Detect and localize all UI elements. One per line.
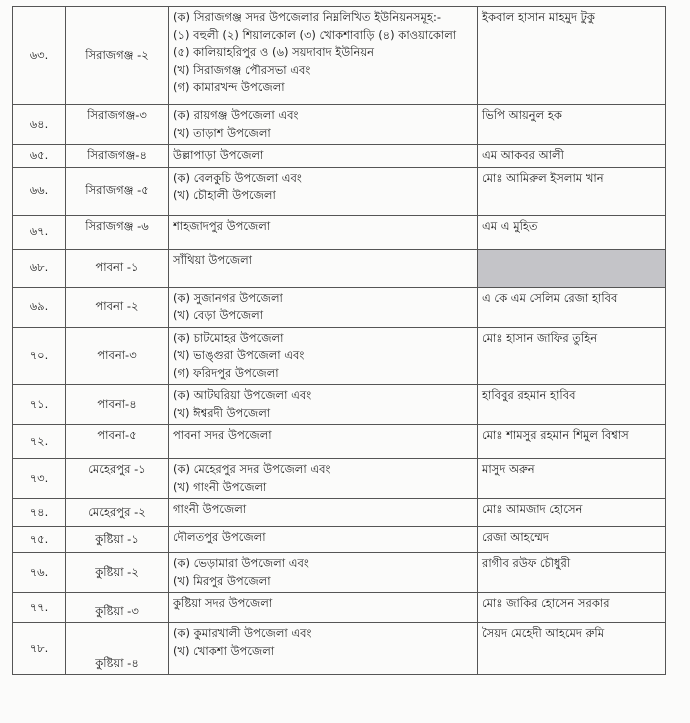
area-line: (গ) কামারখন্দ উপজেলা <box>173 80 285 94</box>
candidate-name: এ কে এম সেলিম রেজা হাবিব <box>478 287 666 327</box>
constituency-name: সিরাজগঞ্জ-৪ <box>66 145 169 168</box>
area-line: (খ) খোকশা উপজেলা <box>173 643 275 658</box>
candidate-name: মোঃ শামসুর রহমান শিমুল বিশ্বাস <box>478 425 666 459</box>
constituency-name: সিরাজগঞ্জ-৩ <box>66 105 169 145</box>
serial-number: ৭৪. <box>13 499 66 527</box>
constituency-name: কুষ্টিয়া -৪ <box>66 623 169 675</box>
area-line: (৫) কালিয়াহরিপুর ও (৬) সয়দাবাদ ইউনিয়ন <box>173 45 375 59</box>
candidate-name: মাসুদ অরুন <box>478 459 666 499</box>
area-cell <box>169 7 478 105</box>
serial-number: ৬৫. <box>13 145 66 168</box>
table-row <box>13 287 666 327</box>
area-cell <box>169 105 478 145</box>
candidate-name <box>478 249 666 287</box>
candidate-name: মোঃ জাকির হোসেন সরকার <box>478 593 666 623</box>
table-row <box>13 459 666 499</box>
area-line: শাহজাদপুর উপজেলা <box>173 218 271 233</box>
candidate-name: মোঃ আমজাদ হোসেন <box>478 499 666 527</box>
table-row <box>13 425 666 459</box>
constituency-name: সিরাজগঞ্জ -৫ <box>66 167 169 215</box>
table-row <box>13 385 666 425</box>
area-line: (গ) ফরিদপুর উপজেলা <box>173 365 279 380</box>
table-row <box>13 145 666 168</box>
area-line: (১) বহুলী (২) শিয়ালকোল (৩) খোকশাবাড়ি (৪) কাওয়াকোলা <box>173 27 457 42</box>
table-row <box>13 249 666 287</box>
candidate-name: রেজা আহম্মেদ <box>478 527 666 553</box>
area-cell <box>169 527 478 553</box>
constituency-name: পাবনা-৫ <box>66 425 169 459</box>
area-cell <box>169 145 478 168</box>
table-row <box>13 623 666 675</box>
constituency-name: পাবনা-৪ <box>66 385 169 425</box>
serial-number: ৭০. <box>13 327 66 385</box>
serial-number: ৭২. <box>13 425 66 459</box>
area-cell <box>169 327 478 385</box>
constituency-name: মেহেরপুর -১ <box>66 459 169 499</box>
area-cell <box>169 499 478 527</box>
candidate-name: মোঃ হাসান জাফির তুহিন <box>478 327 666 385</box>
area-line: (ক) আটঘরিয়া উপজেলা এবং <box>173 388 312 402</box>
area-line: কুষ্টিয়া সদর উপজেলা <box>173 596 273 610</box>
constituency-name: পাবনা-৩ <box>66 327 169 385</box>
table-row <box>13 327 666 385</box>
area-line: (ক) কুমারখালী উপজেলা এবং <box>173 626 312 640</box>
area-cell <box>169 623 478 675</box>
serial-number: ৭৩. <box>13 459 66 499</box>
candidate-name: ভিপি আয়নুল হক <box>478 105 666 145</box>
area-cell <box>169 167 478 215</box>
serial-number: ৭৭. <box>13 593 66 623</box>
area-line: (খ) ভাঙ্গুরা উপজেলা এবং <box>173 348 305 362</box>
table-row <box>13 593 666 623</box>
table-row <box>13 167 666 215</box>
area-line: (ক) চাটমোহর উপজেলা <box>173 330 284 345</box>
serial-number: ৭১. <box>13 385 66 425</box>
candidate-name: ইকবাল হাসান মাহমুদ টুকু <box>478 7 666 105</box>
serial-number: ৬৬. <box>13 167 66 215</box>
serial-number: ৭৬. <box>13 553 66 593</box>
area-cell <box>169 425 478 459</box>
serial-number: ৭৫. <box>13 527 66 553</box>
area-line: (খ) চৌহালী উপজেলা <box>173 188 276 202</box>
area-line: (খ) সিরাজগঞ্জ পৌরসভা এবং <box>173 62 311 77</box>
constituency-name: সিরাজগঞ্জ -২ <box>66 7 169 105</box>
constituency-name: পাবনা -১ <box>66 249 169 287</box>
area-line: (খ) ঈশ্বরদী উপজেলা <box>173 405 271 420</box>
serial-number: ৬৮. <box>13 249 66 287</box>
area-line: (খ) বেড়া উপজেলা <box>173 308 264 322</box>
area-cell <box>169 249 478 287</box>
candidate-name: এম এ মুহিত <box>478 215 666 249</box>
area-cell <box>169 553 478 593</box>
constituency-name: পাবনা -২ <box>66 287 169 327</box>
serial-number: ৬৩. <box>13 7 66 105</box>
table-row <box>13 499 666 527</box>
area-line: উল্লাপাড়া উপজেলা <box>173 148 264 162</box>
area-line: (ক) মেহেরপুর সদর উপজেলা এবং <box>173 462 331 476</box>
serial-number: ৬৪. <box>13 105 66 145</box>
table-row <box>13 215 666 249</box>
constituency-name: সিরাজগঞ্জ -৬ <box>66 215 169 249</box>
serial-number: ৭৮. <box>13 623 66 675</box>
area-cell <box>169 385 478 425</box>
area-line: (ক) বেলকুচি উপজেলা এবং <box>173 170 302 185</box>
area-cell <box>169 593 478 623</box>
serial-number: ৬৯. <box>13 287 66 327</box>
area-line: দৌলতপুর উপজেলা <box>173 530 266 544</box>
area-line: (খ) তাড়াশ উপজেলা <box>173 125 271 140</box>
constituency-name: কুষ্টিয়া -১ <box>66 527 169 553</box>
area-line: (ক) ভেড়ামারা উপজেলা এবং <box>173 556 309 570</box>
area-line: (খ) গাংনী উপজেলা <box>173 479 267 494</box>
candidate-name: মোঃ আমিরুল ইসলাম খান <box>478 167 666 215</box>
area-line: (ক) সুজানগর উপজেলা <box>173 290 283 305</box>
table-row <box>13 553 666 593</box>
area-line: (ক) রায়গঞ্জ উপজেলা এবং <box>173 108 299 122</box>
constituency-name: কুষ্টিয়া -৩ <box>66 593 169 623</box>
constituency-name: মেহেরপুর -২ <box>66 499 169 527</box>
table-row <box>13 105 666 145</box>
table-body <box>13 7 666 675</box>
area-line: গাংনী উপজেলা <box>173 502 247 516</box>
candidate-name: রাগীব রউফ চৌধুরী <box>478 553 666 593</box>
area-cell <box>169 459 478 499</box>
table-row <box>13 527 666 553</box>
area-line: সাঁথিয়া উপজেলা <box>173 252 253 267</box>
constituency-table <box>12 6 666 675</box>
area-line: পাবনা সদর উপজেলা <box>173 428 272 442</box>
candidate-name: সৈয়দ মেহেদী আহমেদ রুমি <box>478 623 666 675</box>
area-cell <box>169 215 478 249</box>
serial-number: ৬৭. <box>13 215 66 249</box>
area-cell <box>169 287 478 327</box>
area-line: (খ) মিরপুর উপজেলা <box>173 573 271 588</box>
table-row <box>13 7 666 105</box>
candidate-name: হাবিবুর রহমান হাবিব <box>478 385 666 425</box>
area-line: (ক) সিরাজগঞ্জ সদর উপজেলার নিম্নলিখিত ইউনিয়নসমূহ:- <box>173 10 441 24</box>
candidate-name: এম আকবর আলী <box>478 145 666 168</box>
constituency-name: কুষ্টিয়া -২ <box>66 553 169 593</box>
